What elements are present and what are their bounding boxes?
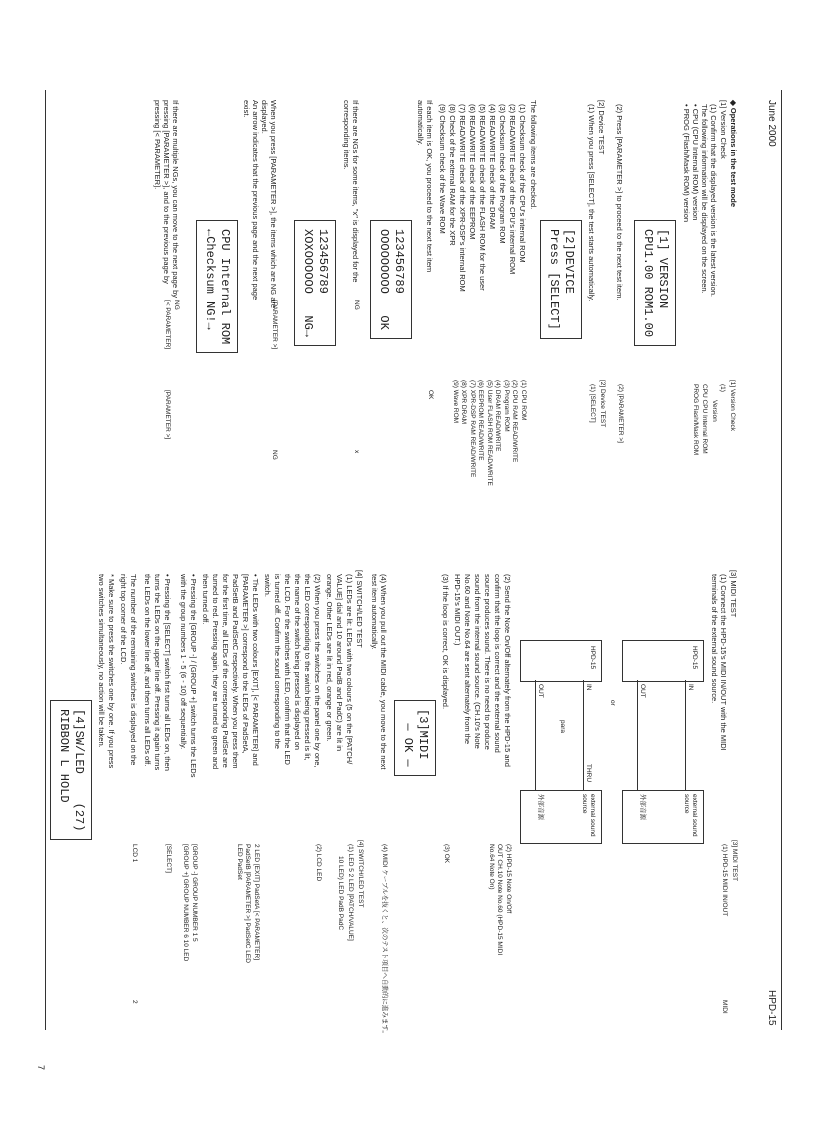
midi-right-midi: MIDI: [721, 1000, 728, 1014]
sw-right-line1b: 10 LED) LED PadB PadC: [337, 856, 344, 931]
sw-bullet4-line: right top corner of the LCD.: [119, 574, 128, 665]
sw-bullet1-line: • The LEDs with two colours [EXIT], [< PARAMETER] and: [251, 574, 260, 766]
device-check-item: (6) READ/WRITE check of the EEPROM: [468, 104, 477, 240]
device-check-item-right: (8) XPR DRAM: [460, 380, 468, 425]
midi-heading: [3] MIDI TEST: [729, 570, 738, 618]
midi-step4-2: test item automatically.: [370, 574, 379, 650]
device-check-item: (9) Checksum check of the Wave ROM: [438, 104, 447, 234]
device-check-item: (3) Checksum check of the Program ROM: [498, 104, 507, 244]
header-model: HPD-15: [766, 990, 777, 1026]
device-lcd-line-2: Press [SELECT]: [547, 229, 561, 330]
ok-lcd: [370, 220, 412, 339]
ng-lcd: [294, 220, 336, 346]
ok-lcd-line-1: 123456789: [392, 229, 406, 294]
sw-bullet5: [96, 574, 116, 768]
sw-bullet3-right: [SELECT]: [165, 844, 172, 873]
device-check-item: (5) READ/WRITE check of the FLASH ROM for the user: [478, 104, 487, 291]
version-right-item-1: CPU CPU Internal ROM: [701, 384, 708, 454]
version-line-3: • CPU (CPU Internal ROM) version: [691, 104, 700, 221]
sw-bullet5-line: * Make sure to press the switches one by one. If you press: [107, 574, 116, 769]
device-check-item: (8) Check of the external RAM for the XPR: [448, 104, 457, 246]
midi-step2-right-line: No.64 Note On): [488, 844, 495, 890]
section-title: ◆ Operations in the test mode: [729, 100, 738, 208]
version-right-head: [1] Version Check: [729, 380, 736, 431]
ng-lcd-line-2: XOXOOOOOO NG→: [301, 229, 315, 338]
sw-bullet4-right: LCD 1: [131, 844, 138, 863]
midi-lcd: [394, 700, 436, 776]
midi-step2-line: confirm that the loop is correct and the external sound: [493, 574, 502, 753]
sw-bullet1-line: then turned off.: [201, 574, 210, 625]
ok-right-label: OK: [427, 390, 434, 400]
sw-lcd: [50, 700, 92, 840]
sw-bullet2: [178, 574, 198, 777]
multi-text-2: pressing [PARAMETER >], and to the previous page by: [162, 100, 171, 284]
sw-line1-line: (1) LEDs are lit: LEDs with two colours (5 on the [PATCH/: [345, 574, 354, 765]
sw-bullet4: [118, 574, 138, 765]
midi-step2-line: (2) Send the Note On/Off alternately from the HPD-15 and: [503, 574, 512, 767]
header-date: June 2000: [766, 100, 777, 147]
sw-bullet1-line: [PARAMETER >] correspond to the LEDs of PadSetA,: [241, 574, 250, 754]
device-items-right-list: [451, 380, 528, 486]
version-heading: [1] Version Check: [719, 100, 728, 159]
ok-text-2: automatically.: [416, 100, 425, 146]
midi-step2-right: [487, 844, 513, 955]
version-lcd: [634, 220, 676, 346]
version-lcd-line-2: CPU1.00 ROM1.00: [641, 229, 655, 338]
sw-bullet1-right: [235, 844, 261, 963]
param-lcd-line-2: ←Checksum NG!→: [203, 229, 217, 330]
diagram1-ext-label: external sound source: [683, 794, 698, 837]
diagram1-in-label: IN: [687, 684, 694, 691]
midi-line-2: terminals of the external sound source.: [710, 574, 719, 704]
midi-step4-1: (4) When you pull out the MIDI cable, you move to the next: [379, 574, 388, 770]
device-right-sub: (1) [SELECT]: [589, 384, 596, 423]
device-check-item-right: (5) User FLASH ROM READ/WRITE: [486, 380, 493, 486]
multi-text-1: If there are multiple NGs, you can move to the next page by: [171, 100, 180, 299]
sw-bullet1-line: for the first time, all LEDs of the corresponding PadSet are: [221, 574, 230, 768]
diagram2-cable-out: [535, 680, 536, 790]
device-lcd: [540, 220, 582, 339]
device-check-item-right: (2) CPU RAM READ/WRITE: [511, 380, 519, 463]
midi-step2-line: source produces sound. There is no need to produce: [483, 574, 492, 750]
midi-step4-right: (4) MIDI ケーブルを抜くと、次のテスト項目へ自動的に進みます。: [381, 844, 388, 1037]
version-step2-right: (2) [PARAMETER >]: [617, 384, 624, 443]
midi-line-1: (1) Connect the HPD-15's MIDI IN/OUT with the MIDI: [719, 574, 728, 751]
diagram1-cable-in: [685, 680, 686, 790]
device-line-1: (1) When you press [SELECT], the test starts automatically.: [587, 104, 596, 302]
sw-bullet1-right-line: 2 LED [EXIT] PadSetA [< PARAMETER]: [253, 844, 260, 961]
device-items-list: [437, 104, 527, 292]
sw-bullet2-right-line: [GROUP -] GROUP NUMBER 1 5: [191, 844, 198, 942]
multi-next-param: [PARAMETER >]: [164, 390, 171, 440]
midi-step2-right-line: OUT CH.10 Note No.60 (HPD-15 MIDI: [496, 844, 504, 956]
sw-bullet2-right: [181, 844, 198, 961]
sw-lcd-line-1: [4]SW/LED (27): [72, 709, 86, 832]
sw-bullet1-line: turned to red. Pressing again, they are turned to green and: [211, 574, 220, 770]
sw-bullet5-right: 2: [131, 1000, 138, 1004]
sw-line1-line: VALUE] dial and 10 around PadB and PadC) are lit in: [335, 574, 344, 752]
sw-step2-line: (2) When you press the switches on the panel one by one,: [313, 574, 322, 768]
midi-step2-right-line: (2) HPD-15 Note On/Off: [505, 844, 512, 914]
midi-step2: [452, 574, 512, 767]
sw-right-line1: (1) LED 5 2 LED [PATCH/VALUE]: [347, 844, 354, 941]
sw-bullet3-line: • Pressing the [SELECT] switch first turns all LEDs on, then: [163, 574, 172, 771]
device-checked-intro: The following items are checked.: [529, 100, 538, 210]
diagram1-ext-jp: 外部音源: [639, 794, 646, 820]
midi-lcd-line-1: [3]MIDI: [416, 709, 430, 760]
version-right-sub: (1): [719, 384, 726, 392]
diagram2-hpd-label: HPD-15: [589, 646, 596, 670]
multi-prev-param: [< PARAMETER]: [164, 300, 171, 350]
sw-bullet1-right-line: LED PadSet: [236, 844, 243, 880]
midi-step2-line: No.60 and Note No.64 are sent alternately from the: [463, 574, 472, 745]
version-lcd-line-1: [1] VERSION: [656, 229, 670, 309]
sw-bullet1-right-line: PadSetB [PARAMETER >] PadSetC LED: [244, 844, 252, 963]
section-title-text: Operations in the test mode: [729, 107, 738, 208]
diagram1-cable-out: [637, 680, 638, 790]
sw-line1-line: orange. Other LEDs are lit in red, orange or green.: [325, 574, 334, 742]
diagram2-ext-label: external sound source: [581, 794, 596, 837]
footer-rule: [45, 90, 46, 1030]
sw-step2-line: the LCD. For the switches with LED, confirm that the LED: [283, 574, 292, 765]
sw-step2-line: the name of the switch being pressed is displayed on: [293, 574, 302, 750]
version-line-4: • PROG (Flash/Mask ROM) version: [682, 104, 691, 223]
page-number: 7: [36, 1065, 46, 1071]
ok-text-1: If each item is OK, you proceed to the next test item: [425, 100, 434, 273]
diagram2-thru-label: THRU: [585, 764, 592, 783]
device-check-item-right: (7) XPR-DSP RAM READ/WRITE: [469, 380, 476, 478]
sw-bullet4-line: The number of the remaining switches is displayed on the: [129, 574, 138, 766]
device-check-item: (2) READ/WRITE check of the CPU's internal ROM: [508, 104, 517, 275]
device-check-item-right: (3) Program ROM: [503, 380, 510, 432]
midi-right-head: [3] MIDI TEST: [731, 840, 738, 882]
midi-right-sub: (1) HPD-15 MIDI IN/OUT: [721, 844, 728, 917]
ng-x-mark: x: [353, 450, 360, 454]
sw-lcd-line-2: RIBBON L HOLD: [57, 709, 71, 803]
device-check-item-right: (9) Wave ROM: [452, 380, 459, 424]
param-right-ng: NG: [271, 450, 278, 460]
sw-bullet2-right-line: [GROUP +] GROUP NUMBER 6 10 LED: [182, 844, 190, 962]
sw-bullet5-line: two switches simultaneously, no action will be taken.: [97, 574, 106, 748]
header-rule: [781, 90, 782, 1030]
param-text-4: exist.: [242, 100, 251, 118]
sw-bullet3-line: the LEDs on the lower line off, and then turns all LEDs off.: [143, 574, 152, 767]
sw-step2-line: switch.: [263, 574, 272, 597]
device-lcd-line-1: [2]DEVICE: [562, 229, 576, 294]
ng-label: NG: [353, 300, 360, 310]
param-text-3: An arrow indicates that the previous page and the next page: [251, 100, 260, 301]
device-check-item-right: (1) CPU ROM: [520, 380, 527, 421]
sw-bullet2-line: with the group numbers 1 - 5 (6 - 10) off sequentially.: [179, 574, 188, 750]
version-line-2: The following information will be displayed on the screen.: [700, 104, 709, 294]
sw-right-head: [4] SWITCH/LED TEST: [357, 840, 364, 908]
midi-step2-line: HPD-15's MIDI OUT.): [453, 574, 462, 646]
device-check-item: (1) Checksum check of the CPU's internal ROM: [518, 104, 527, 263]
midi-step3-right: (3) OK: [443, 844, 450, 864]
device-check-item: (4) READ/WRITE check of the DRAM: [488, 104, 497, 230]
param-text-2: displayed.: [260, 100, 269, 134]
midi-lcd-line-2: — OK —: [401, 709, 415, 767]
ng-text-1: If there are NGs for some items, "x" is displayed for the: [351, 100, 360, 283]
diagram1-out-label: OUT: [639, 684, 646, 698]
sw-bullet3: [142, 574, 172, 771]
diagram2-ext-jp: 外部音源: [537, 794, 544, 820]
device-heading: [2] Device TEST: [597, 100, 606, 155]
sw-bullet2-line: • Pressing the [GROUP -] / [GROUP +] switch turns the LEDs: [189, 574, 198, 778]
sw-bullet3-line: turns the LEDs on the upper line off. Pressing it again turns: [153, 574, 162, 771]
sw-bullet1-line: PadSetB and PadSetC respectively. When you press them: [231, 574, 240, 769]
midi-step2-line: sound from the internal sound source. (CH.10's Note: [473, 574, 482, 749]
sw-heading: [4] SWITCH/LED TEST: [355, 570, 364, 648]
diagram-or-label: or: [609, 700, 616, 706]
ng-text-2: corresponding items.: [342, 100, 351, 170]
device-right-head: [2] Device TEST: [599, 380, 606, 428]
sw-bullet1: [200, 574, 260, 769]
sw-step2-line: the LED corresponding to the switch being pressed is lit,: [303, 574, 312, 761]
ok-lcd-line-2: OOOOOOOOO OK: [377, 229, 391, 330]
midi-step3: (3) If the loop is correct, OK is displayed.: [441, 574, 450, 710]
diagram2-para-label: para: [559, 720, 566, 734]
sw-step2-line: is turned off. Confirm the sound corresponding to the: [273, 574, 282, 749]
param-label: [PARAMETER >]: [271, 300, 278, 350]
multi-text-3: pressing [< PARAMETER].: [153, 100, 162, 190]
sw-step2: [262, 574, 322, 767]
multi-ng-label: NG: [173, 300, 180, 310]
param-lcd-line-1: CPU Internal ROM: [218, 229, 232, 345]
version-right-label: Version: [711, 400, 718, 422]
diagram2-in-label: IN: [585, 684, 592, 691]
param-text-1: When you press [PARAMETER >], the items which are NG are: [269, 100, 278, 309]
version-step2: (2) Press [PARAMETER >] to proceed to the next test item.: [615, 104, 624, 301]
device-check-item-right: (4) DRAM READ/WRITE: [494, 380, 502, 452]
device-check-item-right: (6) EEPROM READ/WRITE: [477, 380, 485, 461]
device-check-item: (7) READ/WRITE check of the XPR-DSP's internal ROM: [458, 104, 467, 292]
diagram1-hpd-label: HPD-15: [691, 646, 698, 670]
ng-lcd-line-1: 123456789: [316, 229, 330, 294]
sw-step2-right: (2) LCD LED: [315, 844, 322, 882]
diagram2-out-label: OUT: [537, 684, 544, 698]
sw-line1: [324, 574, 354, 764]
version-right-item-2: PROG Flash/Mask ROM: [692, 384, 699, 456]
param-lcd: [196, 220, 238, 353]
version-line-1: (1) Confirm that the displayed version is the latest version.: [709, 104, 718, 298]
